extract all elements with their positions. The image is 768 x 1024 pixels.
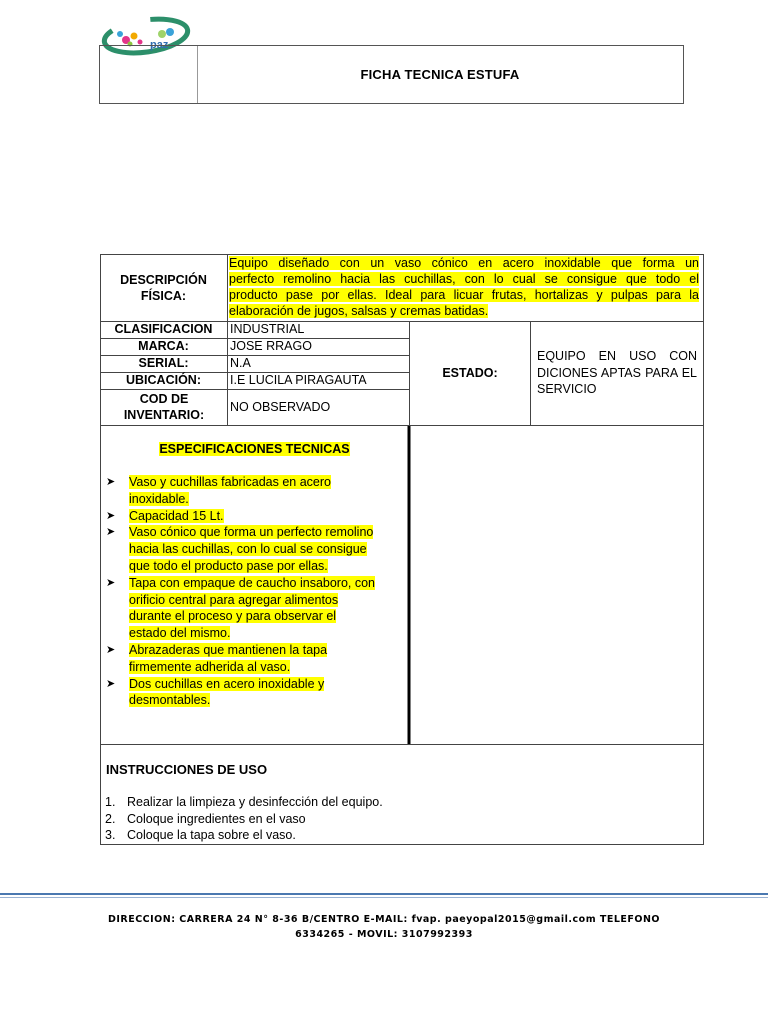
field-value-ubicacion: I.E LUCILA PIRAGAUTA	[230, 373, 367, 387]
instruction-text: Realizar la limpieza y desinfección del equipo.	[127, 795, 383, 809]
spec-line: desmontables.	[129, 693, 211, 708]
estado-label: ESTADO:	[442, 366, 498, 380]
field-value-clasificacion: INDUSTRIAL	[230, 322, 305, 336]
spec-line: hacia las cuchillas, con lo cual se consigue	[129, 542, 367, 557]
spec-line: Vaso cónico que forma un perfecto remolino	[129, 525, 374, 540]
arrow-bullet-icon: ➤	[106, 509, 116, 522]
description-line: elaboración de jugos, salsas y cremas batidas.	[229, 304, 489, 318]
header-box	[99, 45, 684, 104]
logo-text: paz	[150, 39, 169, 51]
description-line: perfecto remolino hacia las cuchillas, con lo cual se consigue que todo el	[229, 272, 699, 286]
spec-line: firmemente adherida al vaso.	[129, 659, 291, 674]
instruction-number: 1.	[105, 795, 116, 809]
instruction-text: Coloque ingredientes en el vaso	[127, 811, 306, 826]
instruction-item	[100, 811, 700, 828]
field-label-clasificacion: CLASIFICACION	[114, 322, 213, 336]
description-line: Equipo diseñado con un vaso cónico en acero inoxidable que forma un	[229, 256, 699, 270]
arrow-bullet-icon: ➤	[106, 643, 116, 656]
field-value-serial: N.A	[230, 356, 251, 370]
footer	[0, 912, 768, 942]
footer-address: DIRECCION: CARRERA 24 N° 8-36 B/CENTRO E-MAIL: fvap. paeyopal2015@gmail.com TELEFONO	[107, 914, 661, 925]
spec-line: Vaso y cuchillas fabricadas en acero	[129, 475, 331, 489]
arrow-bullet-icon: ➤	[106, 677, 116, 690]
description-line: producto pase por ellas. Ideal para licuar frutas, hortalizas y pulpas para la	[229, 288, 699, 302]
instructions-list	[100, 794, 700, 844]
arrow-bullet-icon: ➤	[106, 576, 116, 589]
footer-phones: 6334265 - MOVIL: 3107992393	[295, 929, 473, 940]
field-value-inventario: NO OBSERVADO	[230, 400, 331, 414]
spec-line: orificio central para agregar alimentos	[129, 592, 339, 607]
spec-item	[100, 508, 405, 525]
spec-line: Abrazaderas que mantienen la tapa	[129, 642, 328, 657]
instruction-item	[100, 794, 700, 811]
field-label-inventario: COD DE INVENTARIO:	[123, 392, 205, 422]
spec-line: Dos cuchillas en acero inoxidable y	[129, 676, 325, 691]
instruction-text: Coloque la tapa sobre el vaso.	[127, 828, 296, 843]
spec-line: durante el proceso y para observar el	[129, 609, 337, 624]
description-text	[229, 255, 699, 319]
spec-item	[100, 676, 405, 710]
spec-item	[100, 524, 405, 574]
spec-line: que todo el producto pase por ellas.	[129, 558, 328, 573]
spec-line: inoxidable.	[129, 491, 189, 506]
description-label: DESCRIPCIÓN FÍSICA:	[120, 272, 207, 303]
arrow-bullet-icon: ➤	[106, 526, 116, 539]
spec-item	[100, 474, 405, 508]
field-label-ubicacion: UBICACIÓN:	[126, 373, 201, 387]
instruction-number: 3.	[105, 828, 116, 843]
instructions-title: INSTRUCCIONES DE USO	[106, 762, 268, 777]
spec-item	[100, 642, 405, 676]
instruction-number: 2.	[105, 811, 116, 826]
field-label-serial: SERIAL:	[138, 356, 189, 370]
spec-line: Capacidad 15 Lt.	[129, 508, 224, 523]
footer-divider-thin	[0, 897, 768, 898]
field-value-marca: JOSE RRAGO	[230, 339, 312, 353]
document-title: FICHA TECNICA ESTUFA	[360, 67, 520, 82]
spec-line: estado del mismo.	[129, 626, 231, 641]
estado-value: EQUIPO EN USO CON DICIONES APTAS PARA EL SERVICIO	[537, 349, 697, 396]
arrow-bullet-icon: ➤	[106, 476, 116, 488]
instruction-item	[100, 827, 700, 844]
specs-section	[100, 441, 409, 457]
field-label-marca: MARCA:	[138, 339, 189, 353]
specs-title: ESPECIFICACIONES TECNICAS	[159, 442, 350, 456]
footer-divider	[0, 893, 768, 895]
spec-item	[100, 575, 405, 642]
specs-list	[100, 474, 405, 709]
spec-line: Tapa con empaque de caucho insaboro, con	[129, 575, 376, 590]
